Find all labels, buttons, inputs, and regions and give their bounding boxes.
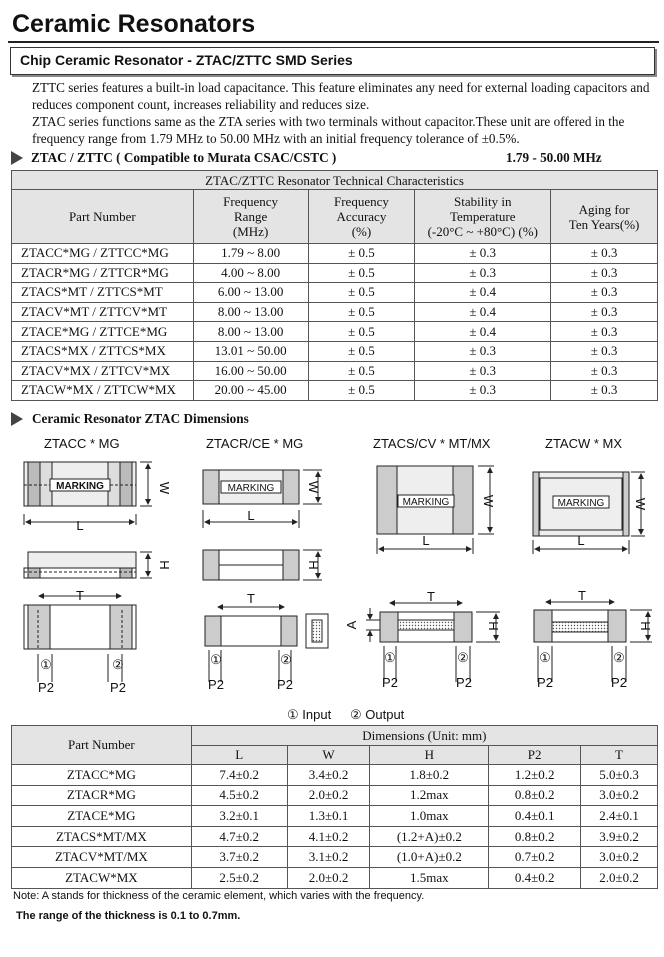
part-number-cell: ZTACV*MT / ZTTCV*MT [12, 302, 194, 322]
table-cell: ± 0.3 [415, 341, 551, 361]
svg-text:T: T [247, 591, 255, 606]
svg-text:P2: P2 [611, 675, 627, 690]
table-cell: 2.5±0.2 [191, 867, 287, 888]
table-cell: ± 0.4 [415, 302, 551, 322]
section-freq-range: 1.79 - 50.00 MHz [506, 150, 602, 165]
svg-text:P2: P2 [110, 680, 126, 695]
table-cell: ± 0.3 [551, 263, 658, 283]
ztacr-bottom-view [205, 614, 328, 648]
table-cell: ± 0.5 [308, 381, 415, 401]
table-cell: 2.4±0.1 [581, 806, 658, 827]
table-cell: ± 0.3 [551, 361, 658, 381]
table-cell: ± 0.5 [308, 361, 415, 381]
dimensions-table [11, 725, 658, 889]
table-cell: 20.00 ~ 45.00 [193, 381, 308, 401]
svg-text:H: H [486, 621, 501, 631]
table-row [12, 361, 658, 381]
table-cell: ± 0.3 [415, 381, 551, 401]
section-compat-label: ZTAC / ZTTC ( Compatible to Murata CSAC/CSTC ) [31, 150, 337, 165]
table-cell: ± 0.3 [551, 322, 658, 342]
svg-text:①: ① [40, 657, 52, 672]
table-cell: ± 0.4 [415, 283, 551, 303]
table-caption: ZTAC/ZTTC Resonator Technical Characteristics [12, 171, 658, 190]
table-cell: 2.0±0.2 [287, 867, 370, 888]
table-cell: 6.00 ~ 13.00 [193, 283, 308, 303]
tech-characteristics-table [11, 170, 658, 401]
table-row [12, 847, 658, 868]
table-row [12, 244, 658, 264]
part-number-cell: ZTACS*MT / ZTTCS*MT [12, 283, 194, 303]
part-number-cell: ZTACE*MG / ZTTCE*MG [12, 322, 194, 342]
col-header-P2: P2 [489, 746, 581, 765]
table-cell: 2.0±0.2 [581, 867, 658, 888]
table-cell: 1.2±0.2 [489, 765, 581, 786]
diagram-title-ztacc: ZTACC * MG [44, 436, 120, 451]
table-row [12, 381, 658, 401]
table-row [12, 867, 658, 888]
col-header-dimensions-group: Dimensions (Unit: mm) [191, 726, 657, 746]
svg-text:L: L [247, 508, 255, 523]
svg-text:T: T [76, 588, 84, 603]
table-cell: 1.0max [370, 806, 489, 827]
table-cell: 0.4±0.1 [489, 806, 581, 827]
table-cell: 3.2±0.1 [191, 806, 287, 827]
intro-paragraph-zttc: ZTTC series features a built-in load capacitance. This feature eliminates any need for external loading capacitors and reduces component count, increases reliability and reduces size. [32, 80, 650, 112]
table-cell: ± 0.5 [308, 302, 415, 322]
table-cell: 4.7±0.2 [191, 826, 287, 847]
note-thickness-range: The range of the thickness is 0.1 to 0.7mm. [16, 910, 241, 922]
table-cell: 8.00 ~ 13.00 [193, 302, 308, 322]
marking-text: MARKING [56, 481, 104, 492]
table-cell: 4.1±0.2 [287, 826, 370, 847]
table-cell: ± 0.3 [415, 263, 551, 283]
legend-output: ② Output [350, 707, 405, 722]
col-header-part-number: Part Number [12, 190, 194, 244]
col-header-stability: Stability in Temperature (-20°C ~ +80°C) (%) [415, 190, 551, 244]
table-cell: 13.01 ~ 50.00 [193, 341, 308, 361]
svg-text:P2: P2 [208, 677, 224, 692]
table-row [12, 826, 658, 847]
col-header-H: H [370, 746, 489, 765]
table-cell: 3.7±0.2 [191, 847, 287, 868]
table-cell: ± 0.5 [308, 283, 415, 303]
table-cell: ± 0.5 [308, 244, 415, 264]
svg-text:A: A [344, 620, 359, 630]
svg-text:①: ① [384, 650, 396, 665]
ztacc-side-view [24, 552, 136, 578]
section-arrow-icon [11, 412, 23, 426]
svg-text:T: T [578, 588, 586, 603]
svg-text:W: W [306, 480, 321, 494]
part-number-cell: ZTACV*MT/MX [12, 847, 192, 868]
table-cell: 1.5max [370, 867, 489, 888]
svg-text:W: W [481, 494, 496, 508]
dim-label-W: W [157, 481, 172, 495]
table-cell: 1.3±0.1 [287, 806, 370, 827]
section-arrow-icon [11, 151, 23, 165]
part-number-cell: ZTACS*MT/MX [12, 826, 192, 847]
table-cell: ± 0.5 [308, 263, 415, 283]
svg-text:L: L [422, 533, 430, 548]
table-cell: ± 0.3 [551, 381, 658, 401]
dim-label-L: L [76, 518, 84, 533]
col-header-frequency-accuracy: Frequency Accuracy (%) [308, 190, 415, 244]
svg-text:P2: P2 [277, 677, 293, 692]
table-cell: (1.2+A)±0.2 [370, 826, 489, 847]
table-cell: ± 0.4 [415, 322, 551, 342]
svg-text:MARKING: MARKING [402, 497, 450, 508]
ztacc-bottom-view [24, 605, 136, 649]
legend-input: ① Input [287, 707, 332, 722]
part-number-cell: ZTACC*MG [12, 765, 192, 786]
table-cell: ± 0.3 [551, 341, 658, 361]
table-cell: ± 0.5 [308, 341, 415, 361]
svg-text:②: ② [112, 657, 124, 672]
table-row [12, 806, 658, 827]
table-cell: ± 0.3 [551, 302, 658, 322]
ztacw-side-view [534, 610, 626, 642]
diagram-title-ztacs: ZTACS/CV * MT/MX [373, 436, 491, 451]
part-number-cell: ZTACE*MG [12, 806, 192, 827]
ztacs-side-view [380, 612, 472, 642]
svg-text:L: L [577, 533, 585, 548]
svg-text:②: ② [457, 650, 469, 665]
table-cell: 3.1±0.2 [287, 847, 370, 868]
table-row [12, 263, 658, 283]
table-row [12, 765, 658, 786]
table-cell: ± 0.3 [415, 244, 551, 264]
table-cell: 2.0±0.2 [287, 785, 370, 806]
col-header-T: T [581, 746, 658, 765]
page-title: Ceramic Resonators [12, 10, 256, 38]
svg-text:P2: P2 [382, 675, 398, 690]
title-divider [8, 41, 659, 43]
table-cell: 3.9±0.2 [581, 826, 658, 847]
svg-text:①: ① [210, 652, 222, 667]
svg-text:P2: P2 [537, 675, 553, 690]
svg-text:②: ② [613, 650, 625, 665]
table-row [12, 785, 658, 806]
svg-text:P2: P2 [456, 675, 472, 690]
table-cell: 3.4±0.2 [287, 765, 370, 786]
table-cell: 7.4±0.2 [191, 765, 287, 786]
table-cell: 0.8±0.2 [489, 785, 581, 806]
table-row [12, 341, 658, 361]
col-header-part-number: Part Number [12, 726, 192, 765]
table-cell: 3.0±0.2 [581, 785, 658, 806]
part-number-cell: ZTACR*MG / ZTTCR*MG [12, 263, 194, 283]
table-cell: ± 0.3 [551, 244, 658, 264]
table-cell: 3.0±0.2 [581, 847, 658, 868]
table-row [12, 283, 658, 303]
part-number-cell: ZTACV*MX / ZTTCV*MX [12, 361, 194, 381]
table-cell: ± 0.5 [308, 322, 415, 342]
svg-text:W: W [633, 497, 648, 511]
table-cell: 16.00 ~ 50.00 [193, 361, 308, 381]
table-cell: 4.00 ~ 8.00 [193, 263, 308, 283]
part-number-cell: ZTACR*MG [12, 785, 192, 806]
table-cell: 5.0±0.3 [581, 765, 658, 786]
svg-text:H: H [306, 560, 321, 570]
section-dimensions-label: Ceramic Resonator ZTAC Dimensions [32, 411, 249, 426]
table-row [12, 322, 658, 342]
svg-text:①: ① [539, 650, 551, 665]
note-thickness: Note: A stands for thickness of the ceramic element, which varies with the frequency. [13, 890, 425, 902]
dimension-drawings [0, 450, 664, 705]
table-cell: 4.5±0.2 [191, 785, 287, 806]
part-number-cell: ZTACS*MX / ZTTCS*MX [12, 341, 194, 361]
svg-text:MARKING: MARKING [557, 498, 605, 509]
table-cell: ± 0.3 [415, 361, 551, 381]
diagram-title-ztacr: ZTACR/CE * MG [206, 436, 304, 451]
col-header-frequency-range: Frequency Range (MHz) [193, 190, 308, 244]
part-number-cell: ZTACW*MX [12, 867, 192, 888]
diagram-title-ztacw: ZTACW * MX [545, 436, 623, 451]
intro-paragraph-ztac: ZTAC series functions same as the ZTA series with two terminals without capacitor.These unit are offered in the frequency range from 1.79 MHz to 50.00 MHz with an initial frequency tolerance of ±0.5%. [32, 114, 625, 146]
table-cell: 8.00 ~ 13.00 [193, 322, 308, 342]
svg-text:P2: P2 [38, 680, 54, 695]
col-header-aging: Aging for Ten Years(%) [551, 190, 658, 244]
col-header-L: L [191, 746, 287, 765]
part-number-cell: ZTACW*MX / ZTTCW*MX [12, 381, 194, 401]
table-cell: 0.4±0.2 [489, 867, 581, 888]
svg-text:T: T [427, 589, 435, 604]
table-cell: 1.2max [370, 785, 489, 806]
page-subtitle: Chip Ceramic Resonator - ZTAC/ZTTC SMD Series [20, 52, 353, 68]
svg-text:②: ② [280, 652, 292, 667]
table-cell: ± 0.3 [551, 283, 658, 303]
svg-text:H: H [157, 560, 172, 570]
ztacr-side-view [203, 550, 299, 580]
svg-text:H: H [638, 621, 653, 631]
col-header-W: W [287, 746, 370, 765]
table-cell: 0.7±0.2 [489, 847, 581, 868]
table-cell: 1.79 ~ 8.00 [193, 244, 308, 264]
part-number-cell: ZTACC*MG / ZTTCC*MG [12, 244, 194, 264]
table-cell: (1.0+A)±0.2 [370, 847, 489, 868]
table-cell: 0.8±0.2 [489, 826, 581, 847]
svg-text:MARKING: MARKING [227, 483, 275, 494]
table-row [12, 302, 658, 322]
table-cell: 1.8±0.2 [370, 765, 489, 786]
